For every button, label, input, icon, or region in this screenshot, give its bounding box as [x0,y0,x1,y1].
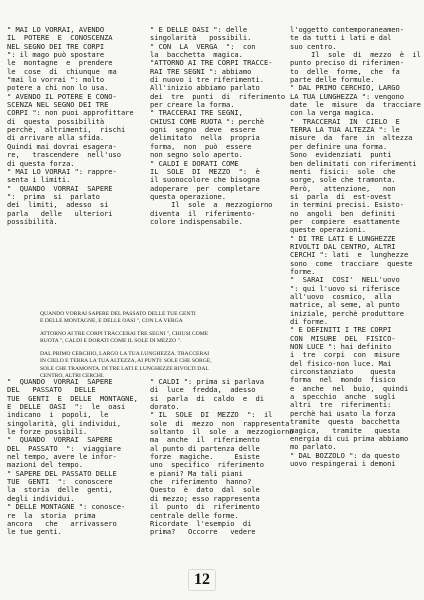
text-line: Questo è dato dal sole [150,485,260,495]
text-line: CORPI ": non puoi approfittare [7,108,134,118]
text-line: " MAI LO VORRAI, AVENDO [7,25,105,34]
text-line: adoperare per completare [150,183,260,193]
text-line: " DI TRE LATI E LUNGHEZZE [290,233,396,243]
text-line: tramite questa bacchetta [290,417,400,427]
text-line: forze magiche. Esiste [150,452,260,462]
text-line: all'uovo cosmico, alla [290,292,392,301]
text-line: la bacchetta magica. [150,50,243,60]
text-line: ma anche il riferimento [150,435,260,445]
page-number: 12 [194,571,210,588]
text-line: All'inizio abbiamo parlato [150,83,260,93]
text-line: " DAL PRIMO CERCHIO, LARGO [290,83,400,93]
text-line: " MAI LO VORRAI ": rappre- [7,166,117,176]
text-line: SOLE CHE TRAMONTA. DI TRE LATI E LUNGHEZZE RIVOLTI DAL [40,365,209,372]
text-line: Il sole di mezzo è il [290,50,421,60]
text-line: " CALDI E DORATI COME [150,158,239,168]
text-line: " IL SOLE DI MEZZO ": il [150,410,273,420]
text-line: " CALDI ": prima si parlava [150,377,264,386]
text-line: degli individui. [7,493,75,503]
text-line: singolarità, gli individui, [7,418,121,428]
text-line: di nuovo i tre riferimenti. [150,75,264,85]
text-line: RIVOLTI DAL CENTRO, ALTRI [290,241,396,251]
text-line: punto preciso di riferimen- [290,58,404,68]
text-line: " E DELLE OASI ": delle [150,25,248,34]
verse-caption [40,311,280,380]
text-line: il suonocolore che bisogna [150,175,260,185]
text-line: " TRACCERAI TRE SEGNI, [150,108,243,118]
text-column-bottom-middle [150,377,294,537]
text-line: Il sole a mezzogiorno [150,200,273,210]
text-line: dei tre punti di riferimento [150,91,286,101]
text-line: ben delimitati con riferimenti [290,158,417,168]
text-line: date le misure da tracciare [290,100,421,110]
text-line: forme. [290,266,316,276]
text-line: ogni segno deve essere [150,125,256,135]
text-line: Ricordate l'esempio di [150,518,252,528]
text-line: sono come tracciare queste [290,258,413,268]
text-line: to delle forme, che fa [290,66,400,76]
text-line: CON MISURE DEL FISICO- [290,333,396,343]
text-line: in termini precisi. Esisto- [290,200,404,210]
text-line: " E DEFINITI I TRE CORPI [290,325,392,335]
text-line: DAL PRIMO CERCHIO, LARGO LA TUA LUNGHEZZA. TRACCERAI [40,351,210,358]
text-line: altri tre riferimenti: [290,400,392,410]
text-line: RAI TRE SEGNI ": abbiamo [150,66,252,76]
text-line: magica, tramite questa [290,425,400,435]
text-line: NON LUCE ": hai definito [290,342,392,352]
text-line: si parla di caldo e di [150,393,264,403]
text-line: " DAL BOZZOLO ": da questo [290,450,400,460]
text-line: mazioni del tempo. [7,460,83,470]
text-line: per creare la forma. [150,100,235,110]
text-line: E DELLE MONTAGNE, E DELLE OASI ", CON LA VERGA [40,318,183,325]
text-line: diventa il riferimento- [150,208,256,218]
text-line: le tue genti. [7,527,62,537]
text-line: soltanto il sole a mezzogiorno [150,427,294,437]
text-line: l'oggetto contemporaneamen- [290,25,404,34]
text-line: di mezzo; esso rappresenta [150,493,260,503]
text-line: LA TUA LUNGHEZZA ": vengono [290,91,404,101]
text-line: le cose di chiunque ma [7,66,117,76]
text-line: mo parlato. [290,442,337,452]
text-line: IN CIELO E TERRA LA TUA ALTEZZA, AI PUNTI: SOLE CHE SORGE, [40,358,212,365]
text-line: CENTRO, ALTRI CERCHI. [40,372,105,379]
text-line: " SARAI COSI' NELL'uovo [290,275,400,285]
text-line: TUE GENTI ": conoscere [7,477,113,487]
text-line: parla delle ulteriori [7,208,113,218]
text-line: Sono evidenziati punti [290,150,392,160]
text-line: forma nel mondo fisico [290,375,396,385]
text-line: di questa possibilità [7,116,105,126]
text-line: prima? Occorre vedere [150,527,256,537]
text-line: SCENZA NEL SEGNO DEI TRE [7,100,109,110]
text-line: uovo respingerai i demoni [290,458,396,468]
text-line: re, trascendere nell'uso [7,150,121,160]
text-line: iniziale, perchè produttore [290,308,404,318]
text-line: NEL SEGNO DEI TRE CORPI [7,41,105,51]
text-line: del fisico-non luce. Mai [290,358,392,368]
text-line: di arrivare alla sfida. [7,133,105,143]
text-line: ATTORNO AI TRE CORPI TRACCERAI TRE SEGNI ", CHIUSI COME [40,331,209,338]
text-line: di forme. [290,317,328,327]
text-line: IL POTERE E CONOSCENZA [7,33,113,43]
text-line: colore indispensabile. [150,216,243,226]
text-line: ancora che arrivassero [7,518,117,528]
text-line: ": il mago può spostare [7,50,105,60]
text-line: sole di mezzo non rappresenta [150,418,290,428]
text-line: singolarità possibili. [150,33,252,43]
text-line: no angoli ben definiti [290,208,396,218]
text-line: il punto di riferimento [150,502,260,512]
text-line: uno specifico riferimento [150,460,264,470]
text-line: la storia delle genti, [7,485,113,495]
text-line: le montagne e prendere [7,58,113,68]
text-column-top-middle [150,25,286,226]
text-line: ": qui l'uovo si riferisce [290,283,400,293]
text-line: dorato. [150,402,180,412]
text-line: con la verga magica. [290,108,375,118]
text-line: ": prima si parlato [7,191,100,201]
text-column-right [290,26,420,468]
text-line: indicano i popoli, le [7,410,109,420]
text-line: CERCHI ": lati e lunghezze [290,250,409,260]
text-line: delimitato nella propria [150,133,260,143]
text-line: nel tempo, avere le infor- [7,452,117,462]
text-line: le forze possibili. [7,427,88,437]
text-line: e piani? Ma tali piani [150,468,243,478]
text-line: potere a chi non lo usa. [7,83,109,93]
text-line: " QUANDO VORRAI SAPERE [7,377,113,386]
text-line: per definire una forma. [290,141,388,151]
text-line: di questa forza. [7,158,75,168]
text-column-top-left [7,26,135,226]
text-line: TUE GENTI E DELLE MONTAGNE, [7,393,138,403]
text-line: " DELLE MONTAGNE ": conosce- [7,502,126,512]
text-line: queste operazioni. [290,225,366,235]
text-line: senta i limiti. [7,175,71,185]
text-line: al punto di partenza delle [150,443,260,453]
text-line: per compiere esattamente [290,216,400,226]
text-line: non segno solo aperto. [150,150,243,160]
text-line: possibilità. [7,216,58,226]
text-line: e anche nel buio, quindi [290,383,409,393]
text-line: suo centro. [290,41,337,51]
text-line: " QUANDO VORRAI SAPERE [7,183,113,193]
text-line: " SAPERE DEL PASSATO DELLE [7,468,117,478]
text-line: " AVENDO IL POTERE E CONO- [7,91,117,101]
text-line: parte delle formule. [290,75,375,85]
text-line: misure da fare in altezza [290,133,413,143]
text-line: "mai lo vorrai ": molto [7,75,105,85]
text-line: centrale delle forme. [150,510,239,520]
text-line: circonstanziato questa [290,367,396,377]
text-line: si parla di est-ovest [290,191,392,201]
text-line: E DELLE OASI ": le oasi [7,402,126,412]
text-line: questa operazione. [150,191,226,201]
text-line: energia di cui prima abbiamo [290,433,409,443]
text-line: DEL PASSATO DELLE [7,385,96,395]
text-column-bottom-left [7,377,138,537]
text-line: forma, non può essere [150,141,252,151]
text-line: matrice, al seme, al punto [290,300,400,310]
text-line: DEL PASSATO ": viaggiare [7,443,121,453]
text-line: " CON LA VERGA ": con [150,41,256,51]
text-line: dei limiti, adesso si [7,200,109,210]
text-line: re la storia prima [7,510,96,520]
text-line: Quindi mai dovrai esagera- [7,141,117,151]
text-line: IL SOLE DI MEZZO ": è [150,166,260,176]
text-line: RUOTA ", CALDI E DORATI COME IL SOLE DI MEZZO ". [40,338,182,345]
text-line: TERRA LA TUA ALTEZZA ": le [290,125,400,135]
text-line: perchè hai usato la forza [290,408,396,418]
text-line: CHIUSI COME RUOTA ": perchè [150,116,264,126]
text-line: menti fisici: sole che [290,166,396,176]
text-line: i tre corpi con misure [290,350,400,360]
text-line: te da tutti i lati e dal [290,33,392,43]
text-line: perchè, altrimenti, rischi [7,125,126,135]
text-line: " QUANDO VORRAI SAPERE [7,435,113,445]
text-line: di luce fredda, adesso [150,385,256,395]
text-line: " TRACCERAI IN CIELO E [290,116,400,126]
text-line: che riferimento hanno? [150,477,252,487]
text-line: a specchio anche sugli [290,392,396,402]
text-line: QUANDO VORRAI SAPERE DEL PASSATO DELLE TUE GENTI [40,311,196,317]
text-line: "ATTORNO AI TRE CORPI TRACCE- [150,58,273,68]
text-line: Però, attenzione, non [290,183,396,193]
text-line: sorge, sole che tramonta. [290,175,396,185]
